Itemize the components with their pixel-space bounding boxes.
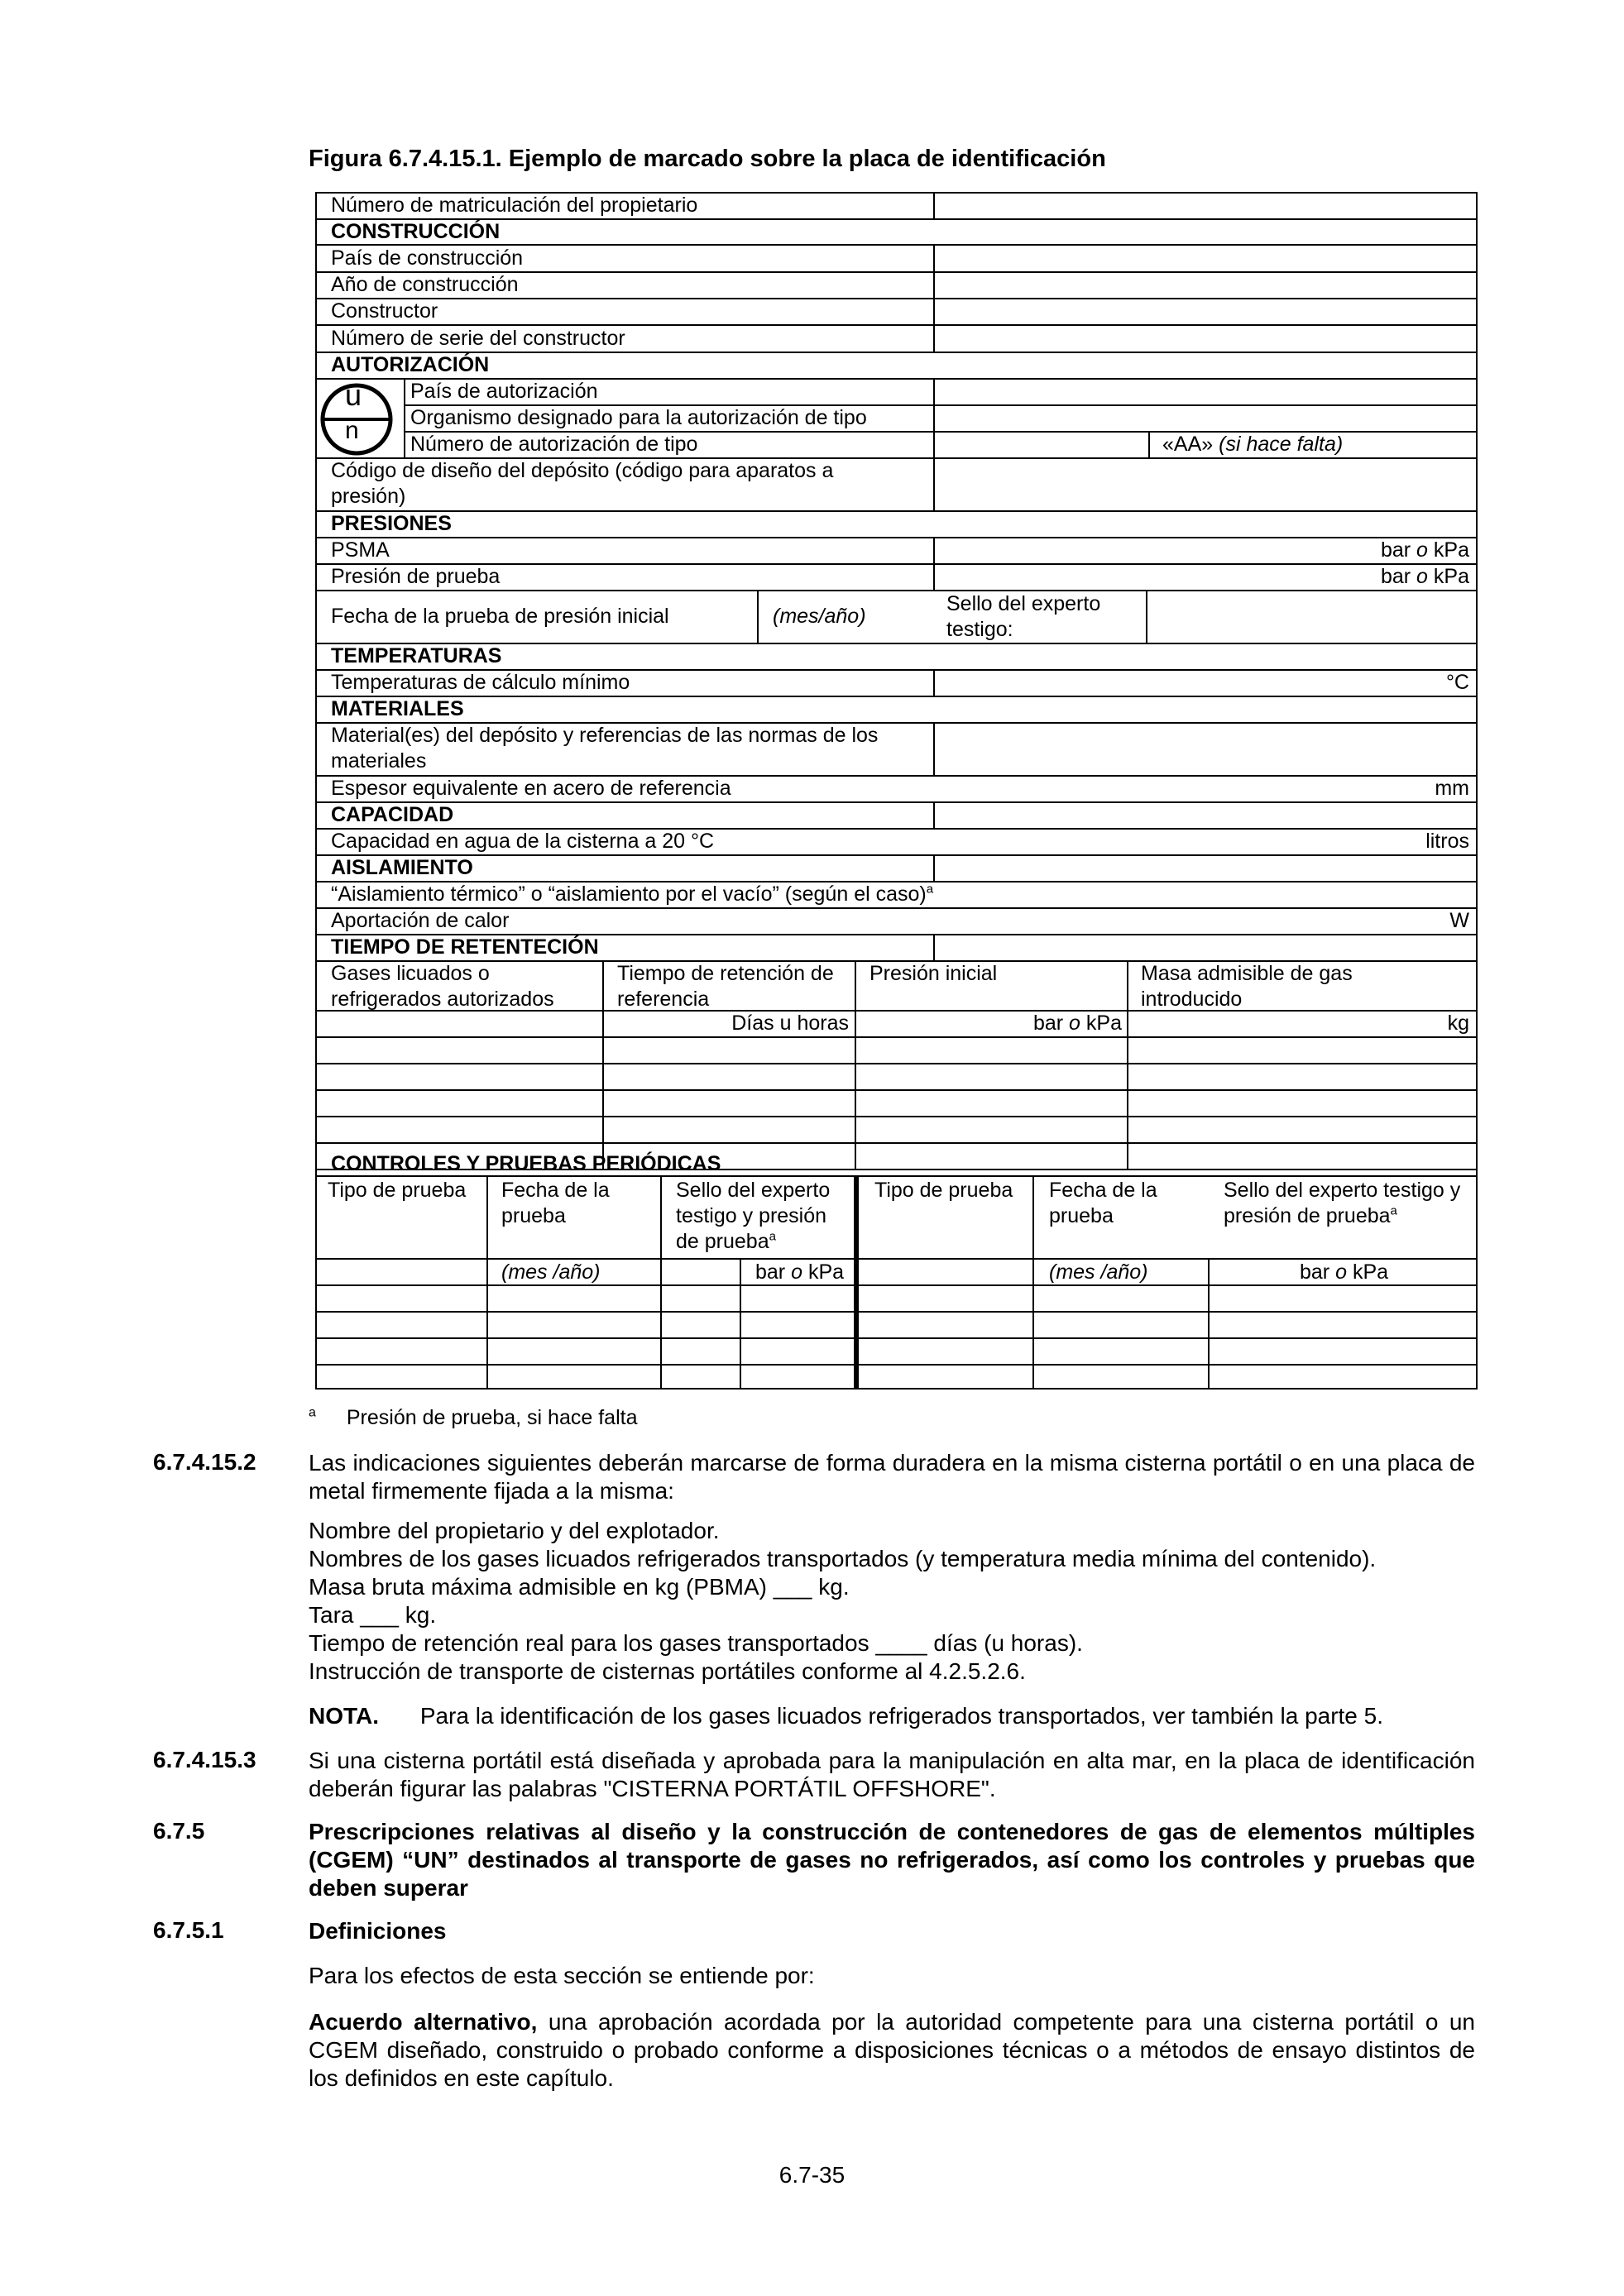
unit-or: o [791,1260,802,1284]
aa-prefix: «AA» [1162,433,1214,456]
construccion-heading: CONSTRUCCIÓN [331,220,501,243]
unit-kpa: kPa [1085,1012,1122,1035]
retencion-col-presion: Presión inicial [869,962,998,985]
retencion-col-tiempo: Tiempo de retención de referencia [617,962,834,1011]
definition-term: Acuerdo alternativo, [309,2009,538,2035]
nota-text: Para la identificación de los gases licuados refrigerados transportados, ver también la parte 5. [419,1703,1384,1729]
footnote-ref: a [769,1229,776,1244]
aportacion-label: Aportación de calor [331,909,510,932]
aislamiento-tipo-label [331,882,933,907]
sello-left-text: Sello del experto testigo y presión de prueba [676,1179,831,1253]
organismo-label: Organismo designado para la autorización de tipo [410,406,867,429]
unit-kpa: kPa [1433,565,1469,588]
serie-label: Número de serie del constructor [331,327,625,350]
unit-kpa: kPa [807,1260,845,1284]
section-number-15-3: 6.7.4.15.3 [153,1747,256,1772]
unit-or: o [1335,1260,1347,1284]
psma-unit [1381,538,1469,563]
temp-unit: °C [1445,671,1469,694]
definition-acuerdo-alternativo [309,2008,1475,2093]
section-15-2-text: Las indicaciones siguientes deberán marcarse de forma duradera en la misma cisterna portátil o en una placa de metal firmemente fijada a la misma: [309,1450,1475,1504]
unit-bar: bar [1380,565,1411,588]
list-line: Instrucción de transporte de cisternas portátiles conforme al 4.2.5.2.6. [309,1658,1026,1684]
controles-mes-left: (mes /año) [501,1260,601,1284]
unit-bar: bar [1032,1012,1064,1035]
nota [309,1702,1383,1730]
controles-tipo-right: Tipo de prueba [874,1179,1013,1202]
un-symbol-top-letter: u [345,378,362,412]
footnote-ref: a [926,882,934,897]
controles-sello-left [676,1178,854,1255]
constructor-label: Constructor [331,299,438,323]
temp-calculo-label: Temperaturas de cálculo mínimo [331,671,630,694]
page-number: 6.7-35 [778,2162,846,2188]
aportacion-unit: W [1449,909,1469,932]
capacidad-unit: litros [1425,830,1469,853]
aislamiento-tipo-text: “Aislamiento térmico” o “aislamiento por el vacío” (según el caso) [331,883,927,906]
footnote-mark: a [309,1405,316,1420]
espesor-unit: mm [1435,777,1469,800]
sello-right-text: Sello del experto testigo y presión de prueba [1224,1179,1461,1227]
controles-sello-right [1224,1178,1472,1229]
unit-bar: bar [1380,538,1411,562]
presion-prueba-label: Presión de prueba [331,565,501,588]
section-6751-intro: Para los efectos de esta sección se entiende por: [309,1963,815,1988]
fecha-prueba-inicial-label: Fecha de la prueba de presión inicial [331,605,669,628]
aa-optional: (si hace falta) [1219,433,1344,456]
codigo-diseno-label: Código de diseño del depósito (código para aparatos a presión) [331,459,834,508]
unit-or: o [1416,538,1428,562]
material-label: Material(es) del depósito y referencias de las normas de los materiales [331,724,879,773]
nota-label: NOTA. [309,1703,380,1729]
controles-tipo-left: Tipo de prueba [328,1179,467,1202]
section-15-2-list [309,1517,1475,1686]
unit-or: o [1069,1012,1080,1035]
numero-autorizacion-label: Número de autorización de tipo [410,433,698,456]
controles-unit-left [755,1260,844,1285]
retencion-heading: TIEMPO DE RETENTECIÓN [331,935,599,959]
capacidad-heading: CAPACIDAD [331,803,454,826]
unit-kpa: kPa [1433,538,1469,562]
section-15-3-text: Si una cisterna portátil está diseñada y aprobada para la manipulación en alta mar, en la placa de identificación deberán figurar las palabras "CISTERNA PORTÁTIL OFFSHORE". [309,1748,1475,1801]
unit-bar: bar [1300,1260,1330,1284]
footnote-ref: a [1390,1203,1397,1218]
aa-note [1162,432,1343,457]
section-number-15-2: 6.7.4.15.2 [153,1449,256,1475]
un-symbol-bottom-letter: n [345,417,359,444]
aislamiento-heading: AISLAMIENTO [331,856,473,879]
controles-heading: CONTROLES Y PRUEBAS PERIÓDICAS [331,1152,721,1175]
controles-fecha-right: Fecha de la prueba [1049,1179,1157,1227]
unit-bar: bar [755,1260,786,1284]
unit-kpa: kPa [1352,1260,1389,1284]
capacidad-agua-label: Capacidad en agua de la cisterna a 20 °C [331,830,715,853]
materiales-heading: MATERIALES [331,697,464,720]
controles-unit-right [1300,1260,1388,1285]
retencion-col-masa: Masa admisible de gas introducido [1141,962,1353,1011]
definition-text: una aprobación acordada por la autoridad competente para una cisterna portátil o un CGEM diseñado, construido o probado conforme a disposiciones técnicas o a métodos de ensayo distintos de los definidos en este capítulo. [309,2009,1475,2091]
section-number-675: 6.7.5 [153,1818,205,1844]
retencion-unit-mass: kg [1447,1012,1469,1035]
list-line: Masa bruta máxima admisible en kg (PBMA) ___ kg. [309,1574,850,1600]
retencion-unit-pressure [1033,1011,1122,1036]
section-number-6751: 6.7.5.1 [153,1917,224,1943]
identification-plate-table [315,192,1478,1390]
list-line: Tara ___ kg. [309,1602,437,1628]
footnote-text: Presión de prueba, si hace falta [346,1406,638,1429]
presion-prueba-unit [1381,564,1469,590]
section-675-title: Prescripciones relativas al diseño y la construcción de contenedores de gas de elementos múltiples (CGEM) “UN” destinados al transporte de gases no refrigerados, así como los controles y pruebas que deben superar [309,1819,1475,1901]
footnote [309,1406,637,1430]
section-6751-title: Definiciones [309,1918,447,1944]
list-line: Nombre del propietario y del explotador. [309,1518,720,1543]
psma-label: PSMA [331,538,390,562]
pais-autorizacion-label: País de autorización [410,380,598,403]
owner-reg-label: Número de matriculación del propietario [331,194,698,217]
list-line: Nombres de los gases licuados refrigerados transportados (y temperatura media mínima del contenido). [309,1546,1377,1571]
autorizacion-heading: AUTORIZACIÓN [331,353,490,376]
retencion-col-gases: Gases licuados o refrigerados autorizados [331,962,554,1011]
temperaturas-heading: TEMPERATURAS [331,644,502,667]
retencion-unit-time: Días u horas [731,1012,849,1035]
presiones-heading: PRESIONES [331,512,452,535]
fecha-inicial-format: (mes/año) [773,605,866,628]
espesor-label: Espesor equivalente en acero de referencia [331,777,731,800]
anio-construccion-label: Año de construcción [331,273,519,296]
list-line: Tiempo de retención real para los gases transportados ____ días (u horas). [309,1630,1083,1656]
figure-title: Figura 6.7.4.15.1. Ejemplo de marcado sobre la placa de identificación [309,146,1106,172]
controles-fecha-left: Fecha de la prueba [501,1179,610,1227]
pais-construccion-label: País de construcción [331,246,524,270]
sello-experto-label: Sello del experto testigo: [946,592,1101,641]
controles-mes-right: (mes /año) [1049,1260,1148,1284]
unit-or: o [1416,565,1428,588]
